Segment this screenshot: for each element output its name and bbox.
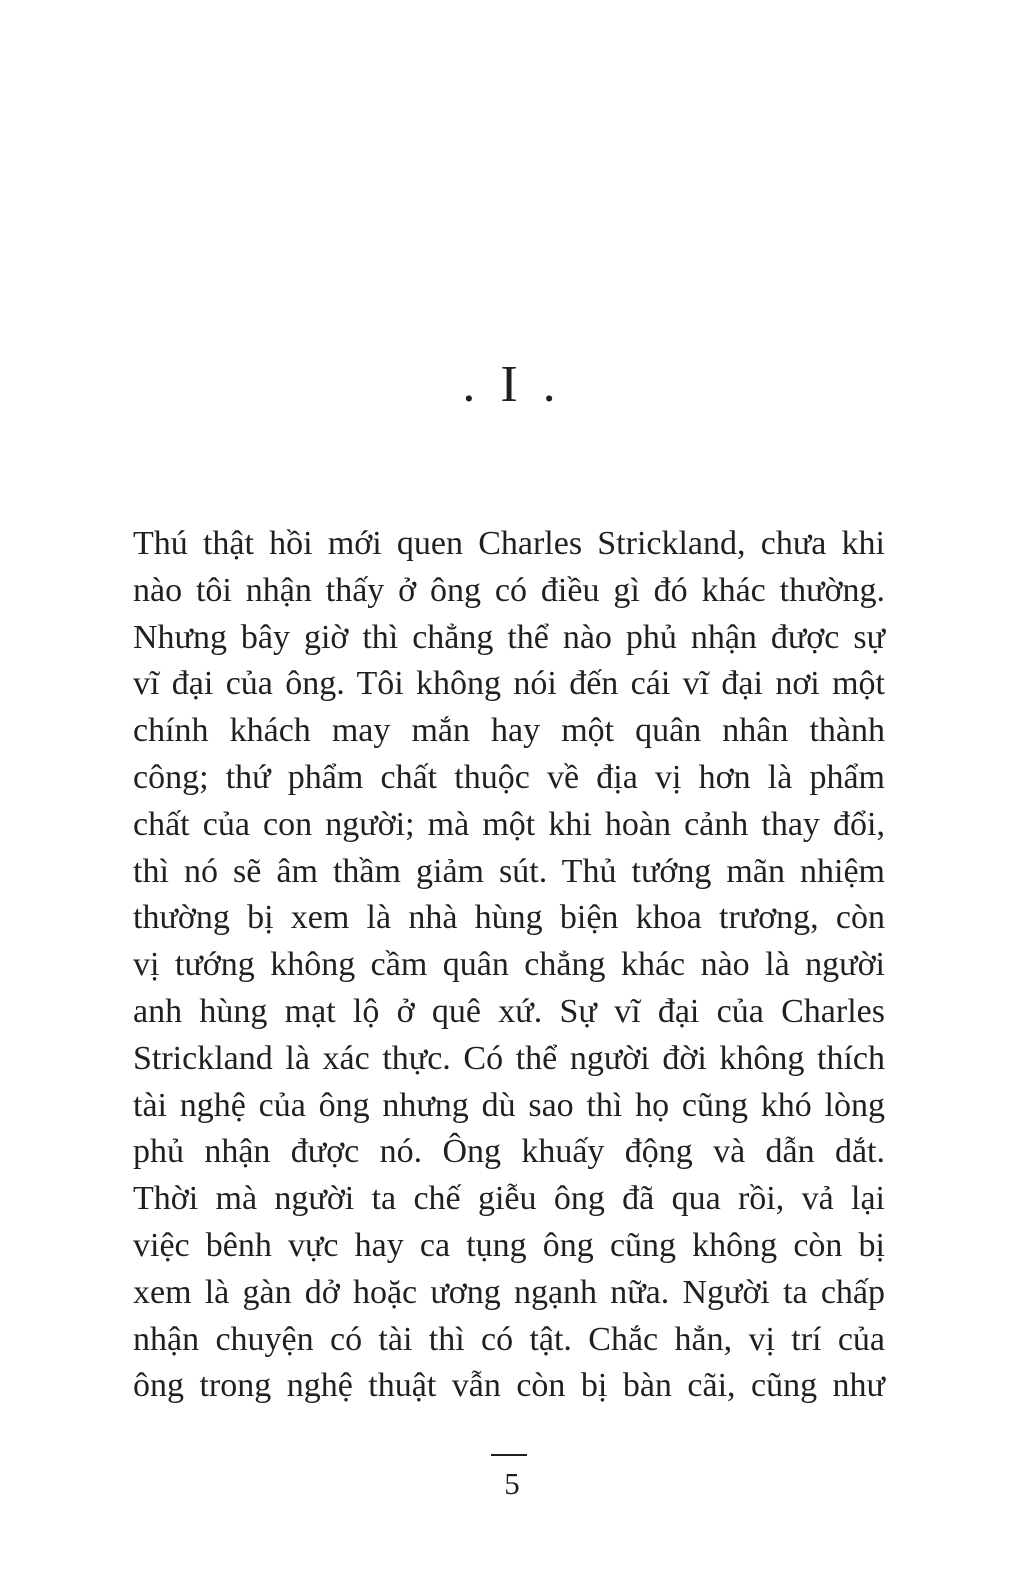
text-line: vĩ đại của ông. Tôi không nói đến cái vĩ đại nơi một <box>133 665 885 703</box>
text-line: Strickland là xác thực. Có thể người đời không thích <box>133 1039 885 1077</box>
text-line: tài nghệ của ông nhưng dù sao thì họ cũng khó lòng <box>133 1086 885 1124</box>
text-line: ông trong nghệ thuật vẫn còn bị bàn cãi, cũng như <box>133 1367 885 1405</box>
text-line: phủ nhận được nó. Ông khuấy động và dẫn dắt. <box>133 1133 885 1171</box>
text-line: chất của con người; mà một khi hoàn cảnh thay đổi, <box>133 805 885 843</box>
text-line: anh hùng mạt lộ ở quê xứ. Sự vĩ đại của Charles <box>133 992 885 1030</box>
text-line: vị tướng không cầm quân chẳng khác nào là người <box>133 946 885 984</box>
text-line: thì nó sẽ âm thầm giảm sút. Thủ tướng mãn nhiệm <box>133 852 885 890</box>
text-line: việc bênh vực hay ca tụng ông cũng không còn bị <box>133 1226 885 1264</box>
body-text <box>133 521 885 1410</box>
footer-rule <box>491 1454 527 1456</box>
text-line: nhận chuyện có tài thì có tật. Chắc hẳn, vị trí của <box>133 1320 885 1358</box>
text-line: thường bị xem là nhà hùng biện khoa trương, còn <box>133 899 885 937</box>
text-line: công; thứ phẩm chất thuộc về địa vị hơn là phẩm <box>133 758 885 796</box>
text-line: Thời mà người ta chế giễu ông đã qua rồi, vả lại <box>133 1180 885 1218</box>
text-line: Nhưng bây giờ thì chẳng thể nào phủ nhận được sự <box>133 618 885 656</box>
text-line: Thú thật hồi mới quen Charles Strickland, chưa khi <box>133 525 885 562</box>
page-number: 5 <box>504 1466 520 1501</box>
text-line: nào tôi nhận thấy ở ông có điều gì đó khác thường. <box>133 571 885 609</box>
text-line: chính khách may mắn hay một quân nhân thành <box>133 712 885 750</box>
chapter-heading: . I . <box>462 356 562 413</box>
text-line: xem là gàn dở hoặc ương ngạnh nữa. Người ta chấp <box>133 1273 885 1311</box>
